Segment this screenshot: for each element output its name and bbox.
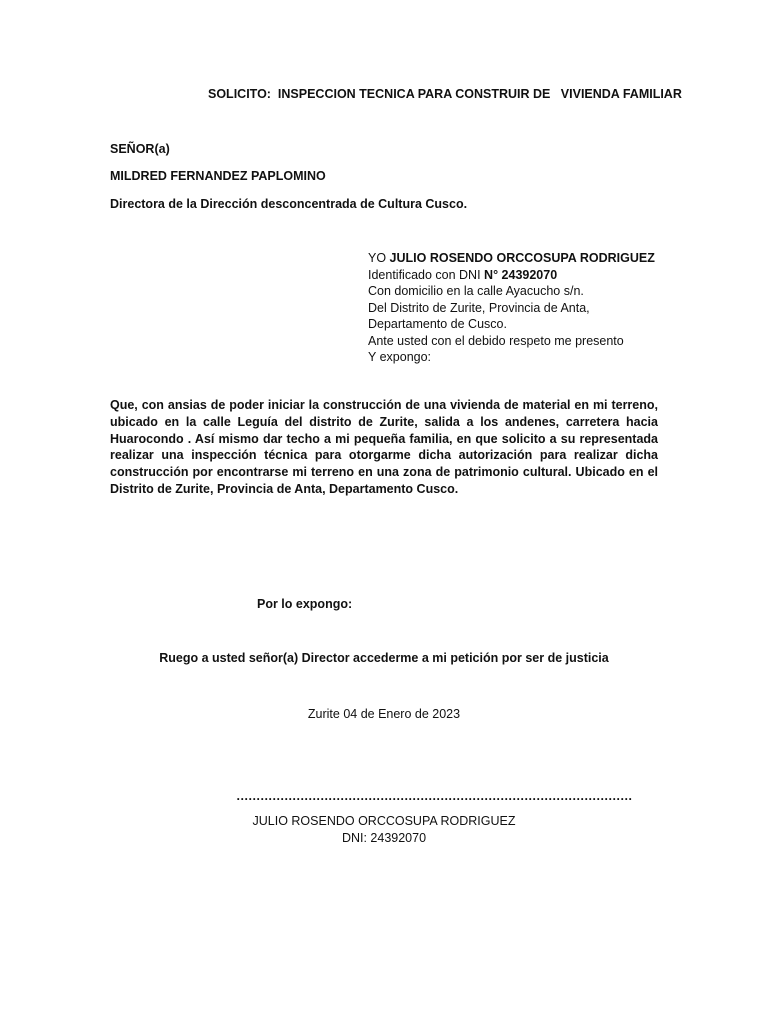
signature-dni: DNI: 24392070 bbox=[341, 831, 427, 845]
signature-line: ……………………………………………………………………………………… bbox=[236, 789, 632, 803]
place-date: Zurite 04 de Enero de 2023 bbox=[307, 707, 461, 721]
sender-yo: YO bbox=[368, 251, 390, 265]
sender-id-line bbox=[368, 267, 655, 284]
signature-block bbox=[236, 788, 632, 847]
sender-name-line bbox=[368, 250, 655, 267]
salutation: SEÑOR(a) bbox=[110, 142, 170, 156]
sender-block bbox=[368, 250, 655, 366]
signature-name: JULIO ROSENDO ORCCOSUPA RODRIGUEZ bbox=[252, 814, 516, 828]
body-paragraph: Que, con ansias de poder iniciar la construcción de una vivienda de material en mi terreno, ubicado en la calle Leguía del distrito de Zurite, salida a los andenes, carretera hacia Huarocondo . Así mismo dar techo a mi pequeña familia, en que solicito a su representada realizar una inspección técnica para otorgarme dicha autorización para realizar dicha construcción por encontrarse mi terreno en una zona de patrimonio cultural. Ubicado en el Distrito de Zurite, Provincia de Anta, Departamento Cusco. bbox=[110, 398, 658, 496]
sender-name: JULIO ROSENDO ORCCOSUPA RODRIGUEZ bbox=[389, 251, 655, 265]
request-line: Ruego a usted señor(a) Director accederme a mi petición por ser de justicia bbox=[159, 651, 609, 665]
sender-id-number: N° 24392070 bbox=[484, 267, 558, 282]
sender-present: Ante usted con el debido respeto me presento bbox=[368, 333, 624, 348]
sender-expongo: Y expongo: bbox=[368, 350, 432, 364]
sender-id-prefix: Identificado con DNI bbox=[368, 267, 485, 282]
recipient-title: Directora de la Dirección desconcentrada de Cultura Cusco. bbox=[110, 197, 468, 211]
por-lo-expongo: Por lo expongo: bbox=[257, 597, 353, 611]
sender-domicile: Con domicilio en la calle Ayacucho s/n. bbox=[368, 284, 584, 298]
subject-line: SOLICITO: INSPECCION TECNICA PARA CONSTRUIR DE VIVIENDA FAMILIAR bbox=[208, 87, 682, 101]
recipient-name: MILDRED FERNANDEZ PAPLOMINO bbox=[110, 169, 326, 183]
sender-department: Departamento de Cusco. bbox=[368, 317, 507, 331]
sender-district: Del Distrito de Zurite, Provincia de Anta, bbox=[368, 300, 590, 315]
